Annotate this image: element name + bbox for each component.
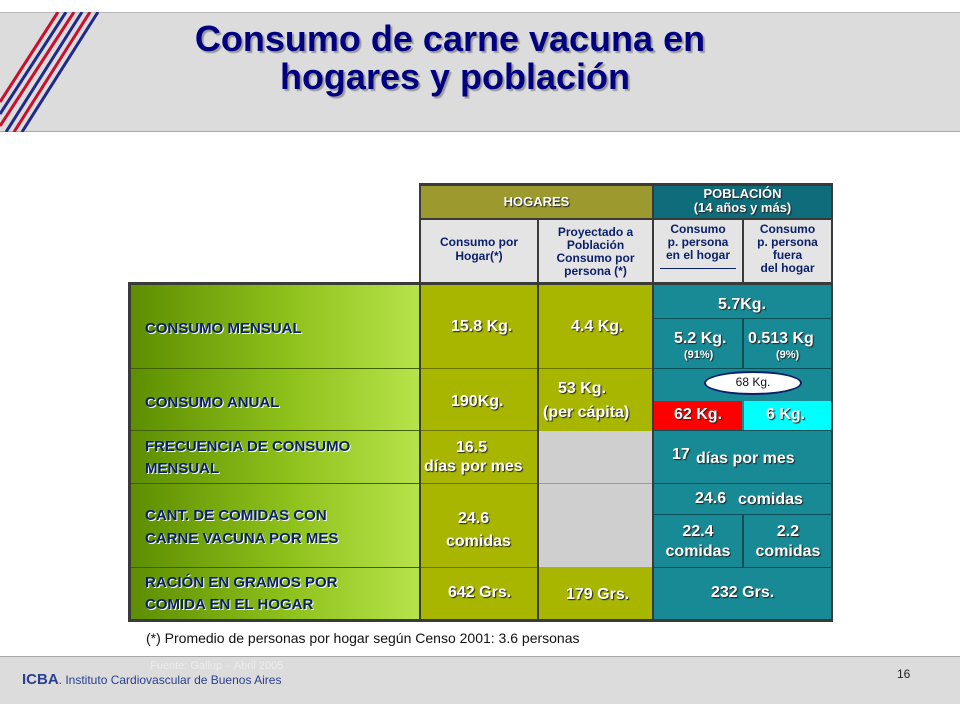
footer-brand [22, 671, 281, 688]
row-divider [654, 483, 831, 484]
poblacion-en-hogar-pct: (91%) [684, 349, 714, 361]
row-divider [421, 368, 537, 369]
row-divider [131, 567, 419, 568]
brand-bold: ICBA [22, 671, 59, 688]
row-label-racion-line-1: RACIÓN EN GRAMOS POR [145, 574, 338, 591]
column-divider [742, 514, 744, 567]
col-header-en-hogar-line-2: p. persona [667, 235, 729, 249]
source-note: Fuente: Gallup – Abril 2005 [150, 660, 284, 672]
row-divider [421, 430, 537, 431]
poblacion-en-hogar-comidas-value: 22.4 [682, 523, 714, 540]
proyectado-racion: 179 Grs. [566, 586, 630, 603]
row-divider [654, 430, 831, 431]
hogar-consumo-mensual: 15.8 Kg. [451, 318, 513, 335]
hogar-frecuencia-value: 16.5 [456, 439, 488, 456]
poblacion-frecuencia-unit: días por mes [696, 450, 795, 467]
col-header-hogar [421, 220, 537, 282]
poblacion-header [654, 186, 831, 218]
row-label-frecuencia-line-1: FRECUENCIA DE CONSUMO [145, 438, 351, 455]
poblacion-comidas-unit: comidas [738, 491, 803, 508]
hogar-consumo-anual: 190Kg. [451, 393, 504, 410]
col-header-proyectado-line-1: Proyectado a [557, 225, 634, 239]
brand-rest: . Instituto Cardiovascular de Buenos Aires [58, 673, 282, 687]
row-divider [421, 567, 537, 568]
poblacion-fuera-pct: (9%) [776, 349, 800, 361]
hogar-frecuencia-unit: días por mes [424, 458, 523, 475]
poblacion-racion: 232 Grs. [711, 584, 775, 601]
row-label-racion-line-2: COMIDA EN EL HOGAR [145, 596, 314, 613]
row-divider [654, 368, 831, 369]
col-header-proyectado [539, 220, 652, 282]
col-header-en-hogar [654, 220, 742, 282]
proyectado-consumo-anual: 53 Kg. [558, 380, 607, 397]
row-divider [131, 430, 419, 431]
stripes-logo-icon [0, 12, 110, 132]
col-header-en-hogar-line-3: en el hogar [665, 248, 730, 262]
col-header-proyectado-line-3: Consumo por [556, 251, 635, 265]
row-label-racion [145, 572, 338, 616]
row-divider [539, 368, 652, 369]
proyectado-consumo-mensual: 4.4 Kg. [571, 318, 624, 335]
col-header-hogar-line-2: Hogar(*) [455, 249, 503, 263]
row-divider [131, 483, 419, 484]
poblacion-en-hogar-mensual: 5.2 Kg. [674, 330, 727, 347]
col-header-hogar-line-1: Consumo por [440, 235, 518, 249]
row-label-comidas [145, 504, 338, 550]
col-header-fuera-line-3: fuera [772, 248, 803, 262]
title-line-2: hogares y población [279, 56, 631, 97]
poblacion-fuera-comidas-value: 2.2 [776, 523, 800, 540]
title-line-1: Consumo de carne vacuna en [194, 18, 706, 59]
poblacion-comidas-value: 24.6 [695, 490, 727, 507]
poblacion-fuera-comidas-unit: comidas [755, 543, 821, 560]
col-header-fuera-line-2: p. persona [757, 235, 818, 249]
poblacion-en-hogar-anual-cell [654, 401, 742, 430]
poblacion-frecuencia-value: 17 [672, 446, 690, 463]
hogar-comidas-value: 24.6 [458, 510, 490, 527]
row-label-consumo-anual: CONSUMO ANUAL [145, 394, 280, 411]
col-header-proyectado-line-2: Población [566, 238, 625, 252]
poblacion-fuera-anual-cell [744, 401, 831, 430]
row-label-comidas-line-1: CANT. DE COMIDAS CON [145, 507, 327, 524]
row-label-frecuencia [145, 436, 350, 480]
row-label-comidas-line-2: CARNE VACUNA POR MES [145, 530, 339, 547]
hogar-racion: 642 Grs. [448, 584, 512, 601]
poblacion-fuera-mensual: 0.513 Kg [748, 330, 814, 347]
proyectado-per-capita: (per cápita) [543, 404, 630, 421]
page-number: 16 [897, 667, 911, 681]
poblacion-anual-total: 68 Kg. [735, 375, 771, 389]
hogares-header-label: HOGARES [503, 194, 570, 209]
poblacion-header-line-1: POBLACIÓN [703, 186, 782, 201]
row-divider [421, 483, 537, 484]
poblacion-consumo-mensual-total: 5.7Kg. [718, 296, 767, 313]
col-header-en-hogar-line-1: Consumo [670, 222, 726, 236]
row-label-consumo-mensual: CONSUMO MENSUAL [145, 320, 302, 337]
poblacion-header-line-2: (14 años y más) [693, 200, 792, 215]
poblacion-en-hogar-comidas-unit: comidas [665, 543, 731, 560]
col-header-fuera-line-4: del hogar [760, 261, 815, 275]
hogar-comidas-unit: comidas [446, 533, 511, 550]
row-label-frecuencia-line-2: MENSUAL [145, 460, 220, 477]
poblacion-fuera-anual: 6 Kg. [766, 406, 806, 423]
proyectado-gray-empty [539, 431, 652, 567]
col-header-fuera [744, 220, 831, 282]
col-header-proyectado-line-4: persona (*) [564, 264, 627, 278]
poblacion-en-hogar-anual: 62 Kg. [674, 406, 723, 423]
row-divider [131, 368, 419, 369]
footnote: (*) Promedio de personas por hogar según Censo 2001: 3.6 personas [146, 630, 580, 646]
hogares-header [421, 186, 652, 218]
col-header-fuera-line-1: Consumo [759, 222, 816, 236]
row-divider [539, 483, 652, 484]
column-divider [742, 318, 744, 368]
poblacion-anual-total-oval [704, 371, 802, 395]
row-divider [654, 567, 831, 568]
slide-title [140, 20, 760, 96]
